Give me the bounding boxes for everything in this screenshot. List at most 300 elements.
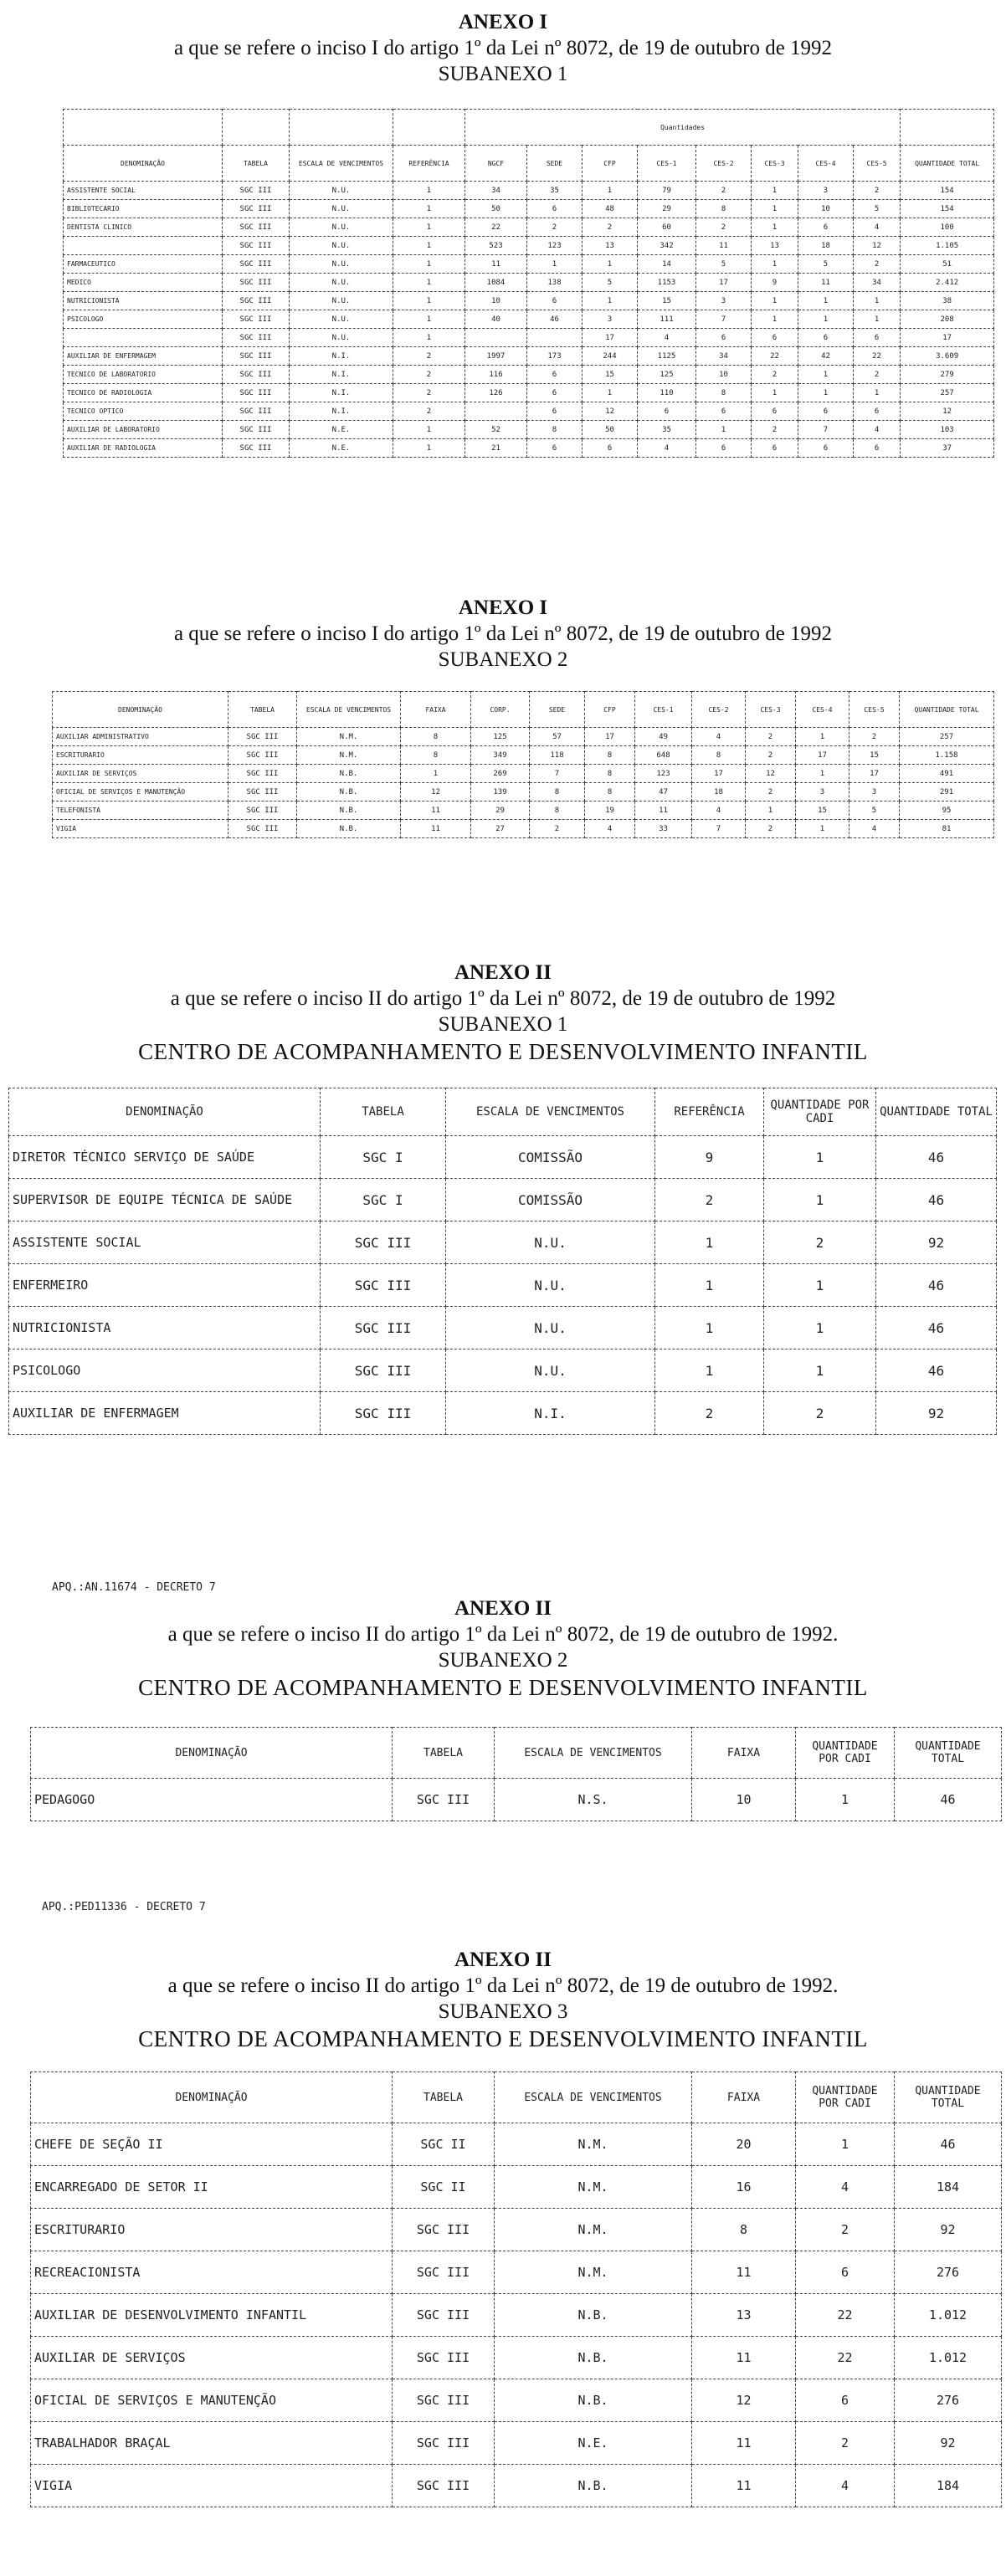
table-cell: 269	[471, 765, 530, 783]
subanexo-title: SUBANEXO 2	[438, 1649, 568, 1672]
table-cell: 6	[796, 2379, 895, 2422]
table-cell: 12	[401, 783, 471, 801]
table-cell: 1	[796, 820, 849, 838]
cell-denominacao: BIBLIOTECARIO	[64, 200, 223, 218]
table-cell: 5	[696, 255, 752, 274]
table-cell: 118	[530, 746, 585, 765]
table-cell: 2	[393, 402, 465, 421]
table-cell: 1	[854, 310, 901, 329]
table-cell: SGC III	[223, 384, 290, 402]
table-cell: 1	[393, 439, 465, 458]
table-cell: 17	[796, 746, 849, 765]
cell-denominacao: CHEFE DE SEÇÃO II	[31, 2123, 393, 2166]
column-header: QUANTIDADE TOTAL	[901, 146, 994, 182]
anexo-title: ANEXO II	[454, 1597, 552, 1620]
table-cell: 92	[895, 2209, 1002, 2251]
table-cell: 46	[895, 1779, 1002, 1821]
table-cell: 111	[638, 310, 696, 329]
table-row	[64, 329, 994, 347]
table-row	[64, 366, 994, 384]
table-cell: 8	[401, 728, 471, 746]
table-cell: 29	[638, 200, 696, 218]
table-cell: 154	[901, 182, 994, 200]
table-cell: 12	[854, 237, 901, 255]
decree-note: APQ.:PED11336 - DECRETO 7	[42, 1901, 206, 1913]
table-cell: N.I.	[290, 347, 393, 366]
table-cell: 12	[746, 765, 796, 783]
header-spacer	[290, 110, 393, 146]
cell-denominacao: TECNICO DE LABORATORIO	[64, 366, 223, 384]
table-row	[31, 2465, 1002, 2507]
cell-denominacao: TECNICO OPTICO	[64, 402, 223, 421]
table-cell: 11	[465, 255, 527, 274]
table-row	[64, 218, 994, 237]
column-header: CES-4	[798, 146, 854, 182]
table-row	[64, 274, 994, 292]
column-header: CFP	[585, 692, 635, 728]
table-cell: 1	[752, 218, 798, 237]
table-cell: N.M.	[297, 746, 401, 765]
header-spacer	[223, 110, 290, 146]
cell-denominacao: FARMACEUTICO	[64, 255, 223, 274]
table-cell: SGC III	[228, 746, 297, 765]
cell-denominacao: VIGIA	[31, 2465, 393, 2507]
table-cell: 6	[696, 439, 752, 458]
column-header: CES-4	[796, 692, 849, 728]
table-cell: SGC III	[321, 1392, 446, 1435]
table-cell: 46	[876, 1307, 997, 1349]
table-cell: 2	[696, 218, 752, 237]
table-cell: 2	[393, 384, 465, 402]
table-cell: N.B.	[495, 2337, 692, 2379]
table-row	[31, 2166, 1002, 2209]
table-cell: 125	[471, 728, 530, 746]
table-cell: 2	[583, 218, 638, 237]
table-cell: 14	[638, 255, 696, 274]
table-cell: 5	[583, 274, 638, 292]
table-cell: 1997	[465, 347, 527, 366]
table-row	[53, 783, 994, 801]
table-cell: N.E.	[495, 2422, 692, 2465]
table-row	[53, 765, 994, 783]
table-cell: 11	[692, 2422, 796, 2465]
anexo-i-subanexo-2-table	[52, 691, 994, 838]
table-cell: 2	[752, 421, 798, 439]
table-cell: SGC III	[223, 366, 290, 384]
column-header: CFP	[583, 146, 638, 182]
table-cell: N.B.	[495, 2379, 692, 2422]
table-cell: 349	[471, 746, 530, 765]
cell-denominacao: AUXILIAR DE DESENVOLVIMENTO INFANTIL	[31, 2294, 393, 2337]
table-cell: 1153	[638, 274, 696, 292]
table-cell: 6	[798, 218, 854, 237]
table-cell: 2	[393, 347, 465, 366]
table-cell: 19	[585, 801, 635, 820]
table-cell: 154	[901, 200, 994, 218]
table-row	[9, 1264, 997, 1307]
table-row	[53, 728, 994, 746]
column-header: ESCALA DE VENCIMENTOS	[297, 692, 401, 728]
table-cell: 184	[895, 2166, 1002, 2209]
table-cell: 81	[900, 820, 994, 838]
table-cell: 42	[798, 347, 854, 366]
table-cell: 1	[583, 255, 638, 274]
anexo-i-subanexo-1-table	[63, 109, 994, 458]
table-row	[64, 421, 994, 439]
table-cell: 17	[692, 765, 746, 783]
table-cell: 6	[527, 402, 583, 421]
subanexo-title: SUBANEXO 3	[438, 2000, 568, 2023]
subanexo-title: SUBANEXO 1	[438, 63, 568, 85]
column-header: QUANTIDADE TOTAL	[895, 1728, 1002, 1779]
table-cell: 7	[530, 765, 585, 783]
anexo-reference: a que se refere o inciso I do artigo 1º da Lei nº 8072, de 19 de outubro de 1992	[173, 622, 833, 645]
anexo-ii-subanexo-2-header	[0, 1596, 1006, 1702]
table-cell: SGC III	[228, 783, 297, 801]
table-cell: N.U.	[446, 1307, 655, 1349]
table-cell: 8	[530, 801, 585, 820]
table-cell: 6	[527, 292, 583, 310]
table-cell: SGC III	[223, 200, 290, 218]
table-cell	[527, 329, 583, 347]
table-cell: 1125	[638, 347, 696, 366]
table-cell: 11	[401, 820, 471, 838]
column-header: REFERÊNCIA	[393, 146, 465, 182]
table-row	[31, 2379, 1002, 2422]
table-cell: 4	[854, 218, 901, 237]
table-cell: 125	[638, 366, 696, 384]
cell-denominacao: ENFERMEIRO	[9, 1264, 321, 1307]
table-cell: 6	[527, 200, 583, 218]
table-cell: 1084	[465, 274, 527, 292]
table-cell: 1	[752, 384, 798, 402]
table-cell: N.I.	[290, 384, 393, 402]
table-cell: SGC III	[228, 820, 297, 838]
table-cell: 17	[901, 329, 994, 347]
table-cell: 8	[696, 200, 752, 218]
cell-denominacao: ASSISTENTE SOCIAL	[9, 1221, 321, 1264]
table-cell: 4	[796, 2166, 895, 2209]
anexo-title: ANEXO II	[454, 961, 552, 984]
table-cell: 648	[635, 746, 692, 765]
table-cell: 1	[393, 421, 465, 439]
anexo-title: ANEXO II	[454, 1949, 552, 1971]
table-cell: 22	[752, 347, 798, 366]
table-cell: SGC III	[321, 1221, 446, 1264]
table-cell: 1	[393, 182, 465, 200]
table-cell: 8	[401, 746, 471, 765]
table-cell: 6	[638, 402, 696, 421]
table-cell: SGC III	[228, 801, 297, 820]
table-cell: 184	[895, 2465, 1002, 2507]
table-header-row	[31, 1728, 1002, 1779]
column-header: CES-1	[635, 692, 692, 728]
anexo-reference: a que se refere o inciso II do artigo 1º da Lei nº 8072, de 19 de outubro de 1992.	[167, 1974, 839, 1997]
quantities-group-header: Quantidades	[465, 110, 901, 146]
table-cell: 47	[635, 783, 692, 801]
table-cell: 18	[692, 783, 746, 801]
table-cell: 10	[465, 292, 527, 310]
table-cell: 1	[796, 1779, 895, 1821]
table-cell: 1	[393, 218, 465, 237]
cell-denominacao: PEDAGOGO	[31, 1779, 393, 1821]
table-cell: SGC III	[223, 274, 290, 292]
column-header: CES-3	[752, 146, 798, 182]
table-cell: 1	[752, 255, 798, 274]
table-cell: 291	[900, 783, 994, 801]
column-header: CES-5	[854, 146, 901, 182]
table-cell: 6	[527, 366, 583, 384]
table-cell: 22	[796, 2337, 895, 2379]
table-cell: SGC III	[393, 2209, 495, 2251]
table-cell: 46	[527, 310, 583, 329]
table-cell: 6	[696, 329, 752, 347]
table-cell: 50	[583, 421, 638, 439]
column-header: DENOMINAÇÃO	[31, 2072, 393, 2123]
column-header: FAIXA	[401, 692, 471, 728]
column-header: QUANTIDADE TOTAL	[876, 1088, 997, 1136]
table-cell: N.B.	[297, 765, 401, 783]
table-cell: N.B.	[297, 783, 401, 801]
table-row	[31, 1779, 1002, 1821]
table-cell: N.M.	[495, 2123, 692, 2166]
table-cell: SGC III	[223, 218, 290, 237]
table-cell: 4	[692, 728, 746, 746]
table-cell: N.S.	[495, 1779, 692, 1821]
table-cell: N.M.	[495, 2209, 692, 2251]
table-cell: 5	[849, 801, 900, 820]
header-spacer	[64, 110, 223, 146]
table-row	[53, 820, 994, 838]
column-header: DENOMINAÇÃO	[64, 146, 223, 182]
center-title: CENTRO DE ACOMPANHAMENTO E DESENVOLVIMENTO INFANTIL	[138, 1675, 868, 1700]
cell-denominacao	[64, 329, 223, 347]
table-row	[53, 746, 994, 765]
table-cell: 10	[696, 366, 752, 384]
cell-denominacao: ESCRITURARIO	[31, 2209, 393, 2251]
table-cell: 2	[746, 783, 796, 801]
table-cell: 110	[638, 384, 696, 402]
table-cell: 8	[692, 746, 746, 765]
table-cell: 1	[796, 765, 849, 783]
table-row	[9, 1221, 997, 1264]
table-header-row	[53, 692, 994, 728]
table-cell: 1	[752, 182, 798, 200]
column-header: NGCF	[465, 146, 527, 182]
column-header: CES-3	[746, 692, 796, 728]
table-cell: 57	[530, 728, 585, 746]
table-cell: 1.012	[895, 2294, 1002, 2337]
table-cell: 1	[393, 292, 465, 310]
table-cell: 1.158	[900, 746, 994, 765]
table-cell: SGC III	[321, 1349, 446, 1392]
table-cell: 173	[527, 347, 583, 366]
table-cell: N.I.	[290, 366, 393, 384]
table-cell: 40	[465, 310, 527, 329]
table-cell: N.I.	[446, 1392, 655, 1435]
table-cell: 29	[471, 801, 530, 820]
table-cell: 21	[465, 439, 527, 458]
table-cell: 20	[692, 2123, 796, 2166]
table-cell: 138	[527, 274, 583, 292]
table-cell: N.B.	[297, 801, 401, 820]
table-cell: 123	[635, 765, 692, 783]
table-cell: 491	[900, 765, 994, 783]
table-cell: SGC III	[321, 1264, 446, 1307]
cell-denominacao: TECNICO DE RADIOLOGIA	[64, 384, 223, 402]
table-cell: 1	[583, 384, 638, 402]
table-cell: 1	[764, 1307, 876, 1349]
table-cell: 6	[798, 439, 854, 458]
table-cell: SGC III	[223, 237, 290, 255]
subanexo-title: SUBANEXO 1	[438, 1013, 568, 1036]
cell-denominacao: NUTRICIONISTA	[9, 1307, 321, 1349]
table-cell: N.U.	[290, 237, 393, 255]
table-cell: SGC III	[393, 2251, 495, 2294]
cell-denominacao: AUXILIAR DE LABORATORIO	[64, 421, 223, 439]
table-cell: 49	[635, 728, 692, 746]
cell-denominacao: PSICOLOGO	[9, 1349, 321, 1392]
table-cell	[465, 402, 527, 421]
table-cell: 276	[895, 2379, 1002, 2422]
table-cell: SGC III	[393, 2465, 495, 2507]
table-cell: N.U.	[290, 218, 393, 237]
table-cell: 34	[465, 182, 527, 200]
table-cell: 15	[638, 292, 696, 310]
table-row	[64, 402, 994, 421]
table-cell: 1	[796, 728, 849, 746]
table-cell: 13	[752, 237, 798, 255]
table-cell: 2	[696, 182, 752, 200]
table-cell: 1	[752, 292, 798, 310]
cell-denominacao	[64, 237, 223, 255]
table-cell: SGC III	[223, 421, 290, 439]
table-cell: 2	[393, 366, 465, 384]
column-header: SEDE	[530, 692, 585, 728]
table-cell: 2	[854, 182, 901, 200]
table-row	[53, 801, 994, 820]
table-cell: 95	[900, 801, 994, 820]
table-cell	[465, 329, 527, 347]
table-cell: 1	[752, 310, 798, 329]
table-row	[64, 182, 994, 200]
table-cell: 8	[692, 2209, 796, 2251]
table-cell: SGC III	[321, 1307, 446, 1349]
table-group-header-row	[64, 110, 994, 146]
table-cell: 92	[876, 1392, 997, 1435]
table-cell: 17	[585, 728, 635, 746]
table-cell: 1	[401, 765, 471, 783]
table-cell: 8	[585, 783, 635, 801]
table-cell: 279	[901, 366, 994, 384]
decree-note: APQ.:AN.11674 - DECRETO 7	[52, 1581, 216, 1594]
table-cell: N.U.	[290, 329, 393, 347]
table-cell: 33	[635, 820, 692, 838]
table-cell: 208	[901, 310, 994, 329]
table-cell: 17	[696, 274, 752, 292]
table-cell: 38	[901, 292, 994, 310]
table-cell: 46	[895, 2123, 1002, 2166]
table-cell: 1	[798, 310, 854, 329]
cell-denominacao: AUXILIAR DE SERVIÇOS	[31, 2337, 393, 2379]
table-cell: 1	[393, 200, 465, 218]
table-row	[64, 200, 994, 218]
cell-denominacao: AUXILIAR ADMINISTRATIVO	[53, 728, 228, 746]
column-header: CES-5	[849, 692, 900, 728]
table-cell: 22	[796, 2294, 895, 2337]
table-cell: 22	[854, 347, 901, 366]
table-cell: N.B.	[495, 2465, 692, 2507]
header-spacer	[901, 110, 994, 146]
table-cell: 1.105	[901, 237, 994, 255]
table-header-row	[31, 2072, 1002, 2123]
table-cell: N.I.	[290, 402, 393, 421]
column-header: CES-1	[638, 146, 696, 182]
table-cell: SGC III	[393, 2422, 495, 2465]
center-title: CENTRO DE ACOMPANHAMENTO E DESENVOLVIMENTO INFANTIL	[138, 2026, 868, 2051]
table-cell: 92	[895, 2422, 1002, 2465]
table-cell: 11	[696, 237, 752, 255]
column-header: CES-2	[692, 692, 746, 728]
table-cell: 3.609	[901, 347, 994, 366]
table-cell: COMISSÃO	[446, 1179, 655, 1221]
table-cell: 11	[692, 2337, 796, 2379]
table-cell: 6	[854, 439, 901, 458]
table-cell: 51	[901, 255, 994, 274]
table-cell: 6	[527, 384, 583, 402]
table-cell: SGC III	[223, 255, 290, 274]
column-header: FAIXA	[692, 2072, 796, 2123]
column-header: REFERÊNCIA	[655, 1088, 764, 1136]
table-cell: COMISSÃO	[446, 1136, 655, 1179]
cell-denominacao: SUPERVISOR DE EQUIPE TÉCNICA DE SAÚDE	[9, 1179, 321, 1221]
table-cell: 13	[583, 237, 638, 255]
table-cell: 1	[798, 366, 854, 384]
table-cell: 11	[635, 801, 692, 820]
column-header: QUANTIDADE TOTAL	[900, 692, 994, 728]
table-cell: 8	[530, 783, 585, 801]
cell-denominacao: OFICIAL DE SERVIÇOS E MANUTENÇÃO	[31, 2379, 393, 2422]
table-cell: N.B.	[297, 820, 401, 838]
table-cell: N.M.	[495, 2251, 692, 2294]
table-cell: SGC III	[223, 347, 290, 366]
cell-denominacao: AUXILIAR DE ENFERMAGEM	[9, 1392, 321, 1435]
table-cell: N.U.	[446, 1349, 655, 1392]
table-cell: 1	[764, 1136, 876, 1179]
table-cell: 7	[692, 820, 746, 838]
table-cell: SGC III	[223, 310, 290, 329]
table-cell: N.U.	[290, 274, 393, 292]
table-cell: 2	[764, 1221, 876, 1264]
anexo-title: ANEXO I	[458, 597, 548, 619]
table-cell: 2	[746, 820, 796, 838]
table-cell: 50	[465, 200, 527, 218]
center-title: CENTRO DE ACOMPANHAMENTO E DESENVOLVIMENTO INFANTIL	[138, 1039, 868, 1064]
table-cell: 1	[798, 384, 854, 402]
cell-denominacao: MEDICO	[64, 274, 223, 292]
table-cell: 12	[583, 402, 638, 421]
table-cell: 2	[764, 1392, 876, 1435]
table-cell: 7	[798, 421, 854, 439]
table-cell: 11	[798, 274, 854, 292]
column-header: ESCALA DE VENCIMENTOS	[446, 1088, 655, 1136]
table-cell: 4	[854, 421, 901, 439]
cell-denominacao: PSICOLOGO	[64, 310, 223, 329]
column-header: QUANTIDADE POR CADI	[764, 1088, 876, 1136]
table-cell: 17	[583, 329, 638, 347]
table-cell: SGC I	[321, 1136, 446, 1179]
table-cell: 6	[798, 329, 854, 347]
